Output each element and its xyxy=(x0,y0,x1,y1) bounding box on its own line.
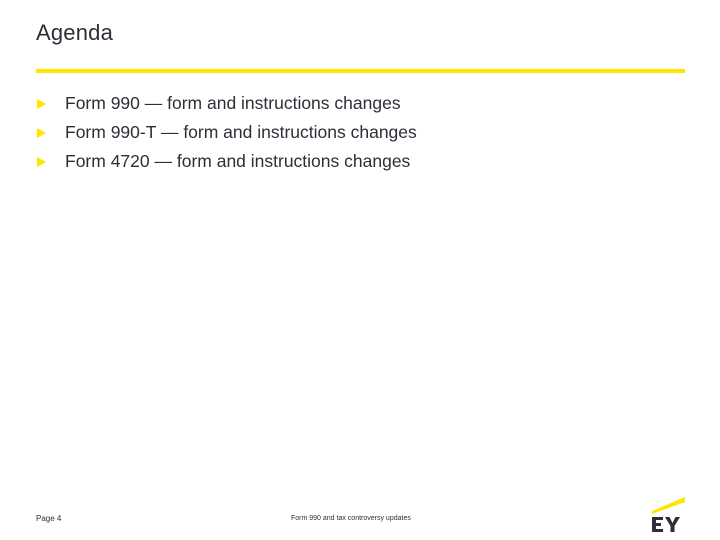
page-number: Page 4 xyxy=(36,514,62,523)
agenda-item-text: Form 4720 — form and instructions changes xyxy=(65,151,411,171)
slide-title: Agenda xyxy=(36,20,114,45)
footer-text: Form 990 and tax controversy updates xyxy=(291,515,411,522)
triangle-bullet-icon xyxy=(37,99,46,109)
agenda-item xyxy=(36,147,417,176)
agenda-item xyxy=(36,89,417,118)
ey-logo-icon xyxy=(649,494,687,534)
title-underline xyxy=(36,69,685,73)
agenda-item-text: Form 990 — form and instructions changes xyxy=(65,93,401,113)
agenda-list xyxy=(36,89,417,176)
triangle-bullet-icon xyxy=(37,128,46,138)
agenda-item-text: Form 990-T — form and instructions changes xyxy=(65,122,417,142)
agenda-item xyxy=(36,118,417,147)
triangle-bullet-icon xyxy=(37,157,46,167)
